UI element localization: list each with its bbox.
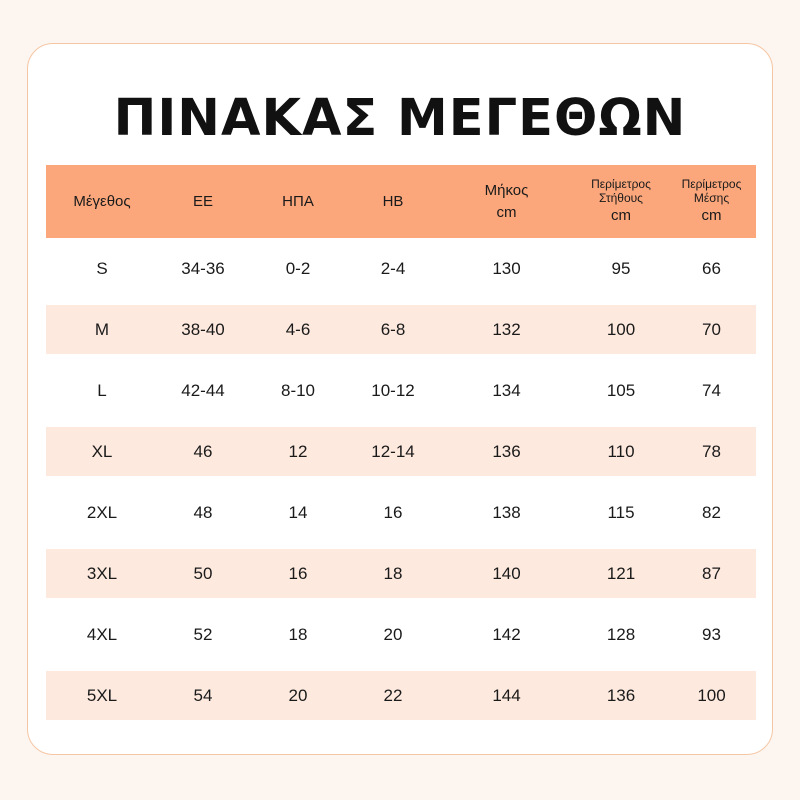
cell-waist: 100 bbox=[697, 685, 726, 705]
cell-length: 138 bbox=[492, 502, 521, 522]
cell-eu: 42-44 bbox=[181, 380, 225, 400]
cell-usa: 0-2 bbox=[285, 258, 311, 278]
header-chest-unit: cm bbox=[611, 206, 631, 224]
header-uk bbox=[348, 165, 438, 238]
cell-uk: 20 bbox=[383, 624, 403, 644]
cell-waist: 70 bbox=[702, 319, 721, 339]
cell-eu: 34-36 bbox=[181, 258, 225, 278]
cell-uk: 10-12 bbox=[371, 380, 415, 400]
cell-size: S bbox=[96, 258, 108, 278]
cell-length: 140 bbox=[492, 563, 521, 583]
table-header-row bbox=[46, 165, 756, 238]
header-size bbox=[46, 165, 158, 238]
table-row bbox=[46, 610, 756, 659]
header-usa bbox=[248, 165, 348, 238]
cell-chest: 105 bbox=[606, 380, 636, 400]
cell-usa: 20 bbox=[288, 685, 308, 705]
cell-length: 132 bbox=[492, 319, 521, 339]
cell-size: 5XL bbox=[86, 685, 118, 705]
table-row bbox=[46, 305, 756, 354]
cell-uk: 2-4 bbox=[380, 258, 406, 278]
cell-length: 134 bbox=[492, 380, 521, 400]
cell-chest: 115 bbox=[607, 502, 635, 522]
header-eu bbox=[158, 165, 248, 238]
cell-waist: 87 bbox=[702, 563, 721, 583]
header-length-unit: cm bbox=[496, 203, 517, 221]
header-usa-label: ΗΠΑ bbox=[282, 193, 314, 210]
table-row bbox=[46, 427, 756, 476]
header-chest-label: Περίμετρος Στήθους bbox=[591, 176, 651, 205]
header-length-label: Μήκος bbox=[484, 181, 529, 199]
table-row bbox=[46, 244, 756, 293]
header-waist-unit: cm bbox=[701, 206, 722, 224]
cell-chest: 128 bbox=[606, 624, 636, 644]
cell-waist: 93 bbox=[702, 624, 721, 644]
table-row bbox=[46, 671, 756, 720]
header-uk-label: ΗΒ bbox=[382, 193, 404, 210]
cell-eu: 50 bbox=[193, 563, 213, 583]
cell-length: 144 bbox=[492, 685, 521, 705]
cell-length: 130 bbox=[492, 258, 521, 278]
cell-size: XL bbox=[91, 441, 113, 461]
header-eu-label: ΕΕ bbox=[192, 193, 213, 210]
size-table bbox=[46, 165, 756, 720]
cell-usa: 14 bbox=[288, 502, 308, 522]
cell-eu: 52 bbox=[193, 624, 213, 644]
cell-uk: 18 bbox=[383, 563, 403, 583]
cell-length: 136 bbox=[492, 441, 521, 461]
header-size-label: Μέγεθος bbox=[73, 193, 131, 210]
cell-uk: 16 bbox=[383, 502, 403, 522]
cell-usa: 12 bbox=[288, 441, 308, 461]
cell-chest: 110 bbox=[607, 441, 635, 461]
cell-chest: 95 bbox=[611, 258, 631, 278]
cell-size: 3XL bbox=[86, 563, 118, 583]
cell-uk: 22 bbox=[383, 685, 403, 705]
cell-waist: 82 bbox=[702, 502, 721, 522]
header-waist bbox=[667, 165, 756, 238]
cell-eu: 38-40 bbox=[181, 319, 225, 339]
cell-length: 142 bbox=[492, 624, 521, 644]
cell-size: 2XL bbox=[86, 502, 118, 522]
cell-eu: 46 bbox=[193, 441, 213, 461]
cell-chest: 121 bbox=[606, 563, 636, 583]
cell-usa: 4-6 bbox=[285, 319, 311, 339]
table-row bbox=[46, 488, 756, 537]
cell-uk: 12-14 bbox=[371, 441, 415, 461]
cell-usa: 16 bbox=[288, 563, 308, 583]
cell-eu: 48 bbox=[193, 502, 213, 522]
cell-waist: 66 bbox=[702, 258, 721, 278]
cell-size: L bbox=[97, 380, 107, 400]
header-length bbox=[438, 165, 575, 238]
cell-chest: 100 bbox=[606, 319, 636, 339]
cell-eu: 54 bbox=[193, 685, 213, 705]
cell-size: 4XL bbox=[86, 624, 118, 644]
cell-waist: 78 bbox=[702, 441, 721, 461]
table-body bbox=[46, 244, 756, 720]
table-row bbox=[46, 366, 756, 415]
cell-usa: 18 bbox=[288, 624, 308, 644]
table-row bbox=[46, 549, 756, 598]
header-chest bbox=[575, 165, 667, 238]
cell-usa: 8-10 bbox=[280, 380, 316, 400]
cell-size: M bbox=[94, 319, 110, 339]
cell-waist: 74 bbox=[702, 380, 721, 400]
header-waist-label: Περίμετρος Μέσης bbox=[681, 176, 742, 205]
page-title: ΠΙΝΑΚΑΣ ΜΕΓΕΘΩΝ bbox=[113, 89, 687, 148]
cell-uk: 6-8 bbox=[380, 319, 406, 339]
cell-chest: 136 bbox=[606, 685, 636, 705]
